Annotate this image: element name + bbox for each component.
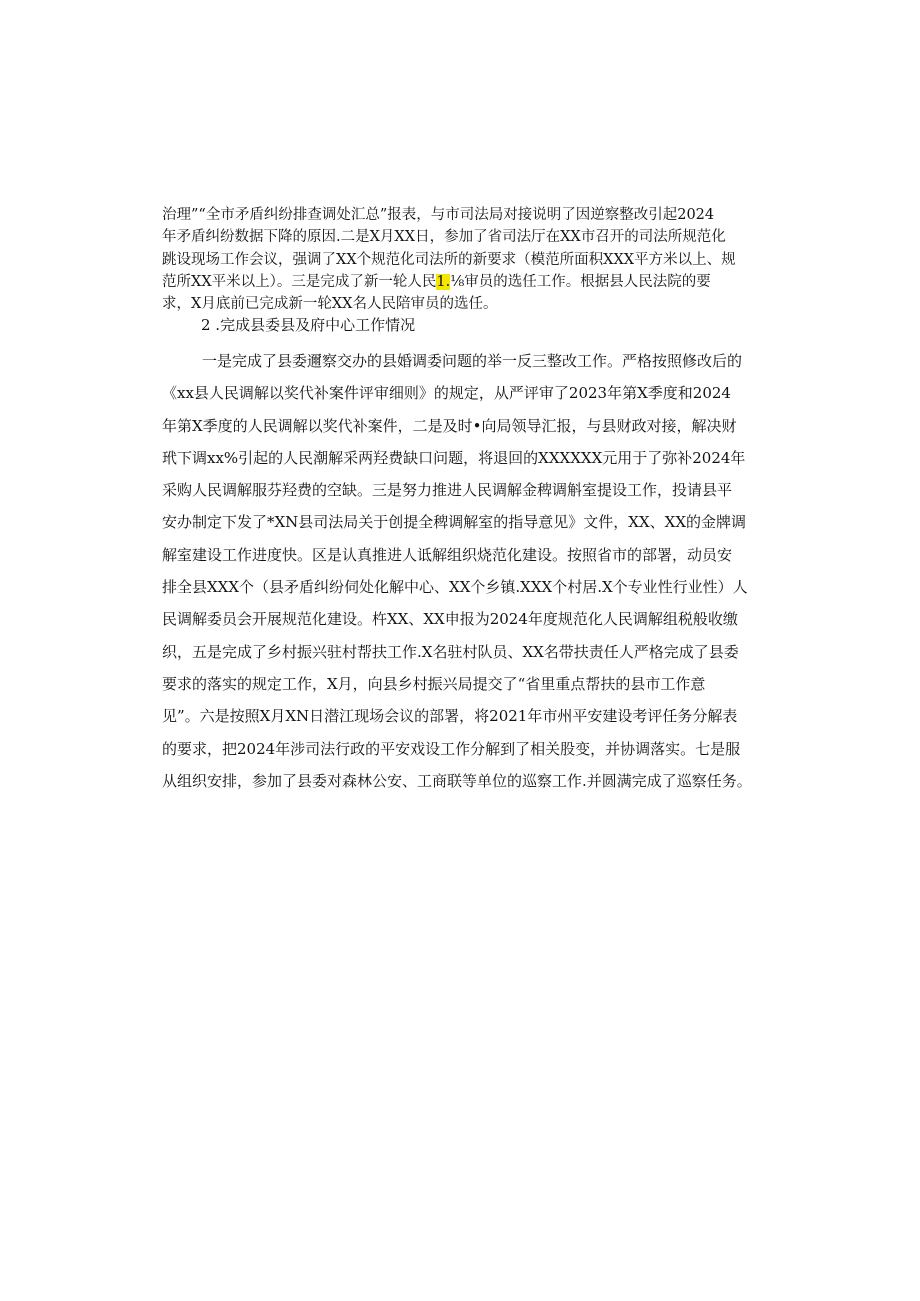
text-line: 跳设现场工作会议，强调了XX个规范化司法所的新要求（模范所面积XXX平方米以上、规	[162, 251, 736, 268]
text-line: 年第X季度的人民调解以奖代补案件，二是及时•向局领导汇报，与县财政对接，解决财	[162, 416, 737, 435]
text-line	[162, 271, 774, 293]
paragraph-2	[162, 345, 774, 797]
text-line: 织，五是完成了乡村振兴驻村帮扶工作.X名驻村队员、XX名带扶责任人严格完成了县委	[162, 642, 739, 661]
text-line: 治理”“全市矛盾纠纷排查调处汇总”报表，与市司法局对接说明了因逆察整改引起2024	[162, 207, 715, 223]
text-line: 民调解委员会开展规范化建设。杵XX、XX申报为2024年度规范化人民调解组税般收缴	[162, 610, 738, 629]
text-line: 年矛盾纠纷数据下降的原因.二是X月XX日，参加了省司法厅在XX市召开的司法所规范化	[162, 229, 726, 246]
text-line: 要求的落实的规定工作，X月，向县乡村振兴局提交了“省里重点帮扶的县市工作意	[162, 674, 706, 693]
text-segment: ⅛审员的选任工作。根据县人民法院的要	[450, 273, 711, 290]
highlighted-text: 1.	[436, 273, 451, 290]
text-line: 的要求，把2024年涉司法行政的平安戏设工作分解到了相关股变，并协调落实。七是服	[162, 739, 741, 758]
text-line: 见”。六是按照X月XN日潜江现场会议的部署，将2021年市州平安建设考评任务分解表	[162, 707, 738, 726]
text-segment: 范所XX平米以上）。三是完成了新一轮人民	[162, 273, 437, 290]
section-heading: 2 .完成县委县及府中心工作情况	[201, 316, 416, 334]
text-line: 排全县XXX个（县矛盾纠纷伺处化解中心、XX个乡镇.XXX个村居.X个专业性行业性）人	[162, 578, 748, 597]
text-line: 安办制定下发了*XN县司法局关于创提全稗调解室的指导意见》文件，XX、XX的金牌调	[162, 513, 747, 532]
text-line: 《xx县人民调解以奖代补案件评审细则》的规定，从严评审了2023年第X季度和2024	[162, 384, 731, 403]
text-line: 求，X月底前已完成新一轮XX名人民陪审员的选任。	[162, 296, 498, 313]
text-line: 解室建设工作进度快。区是认真推进人诋解组织烧范化建设。按照省市的部署，动员安	[162, 545, 733, 564]
text-line: 一是完成了县委邇察交办的县婚调委问题的举一反三整改工作。严格按照修改后的	[202, 352, 743, 370]
text-line: 采购人民调解服芬羟费的空缺。三是努力推进人民调解金稗调斛室提设工作，投请县平	[162, 481, 733, 500]
text-line: 玳下调xx%引起的人民潮解采两羟费缺口问题，将退回的XXXXXX元用于了弥补2024年	[162, 448, 746, 467]
paragraph-1	[162, 204, 774, 315]
text-line: 从组织安排，参加了县委对森林公安、工商联等单位的巡察工作.并圆满完成了巡察任务。	[162, 771, 752, 790]
